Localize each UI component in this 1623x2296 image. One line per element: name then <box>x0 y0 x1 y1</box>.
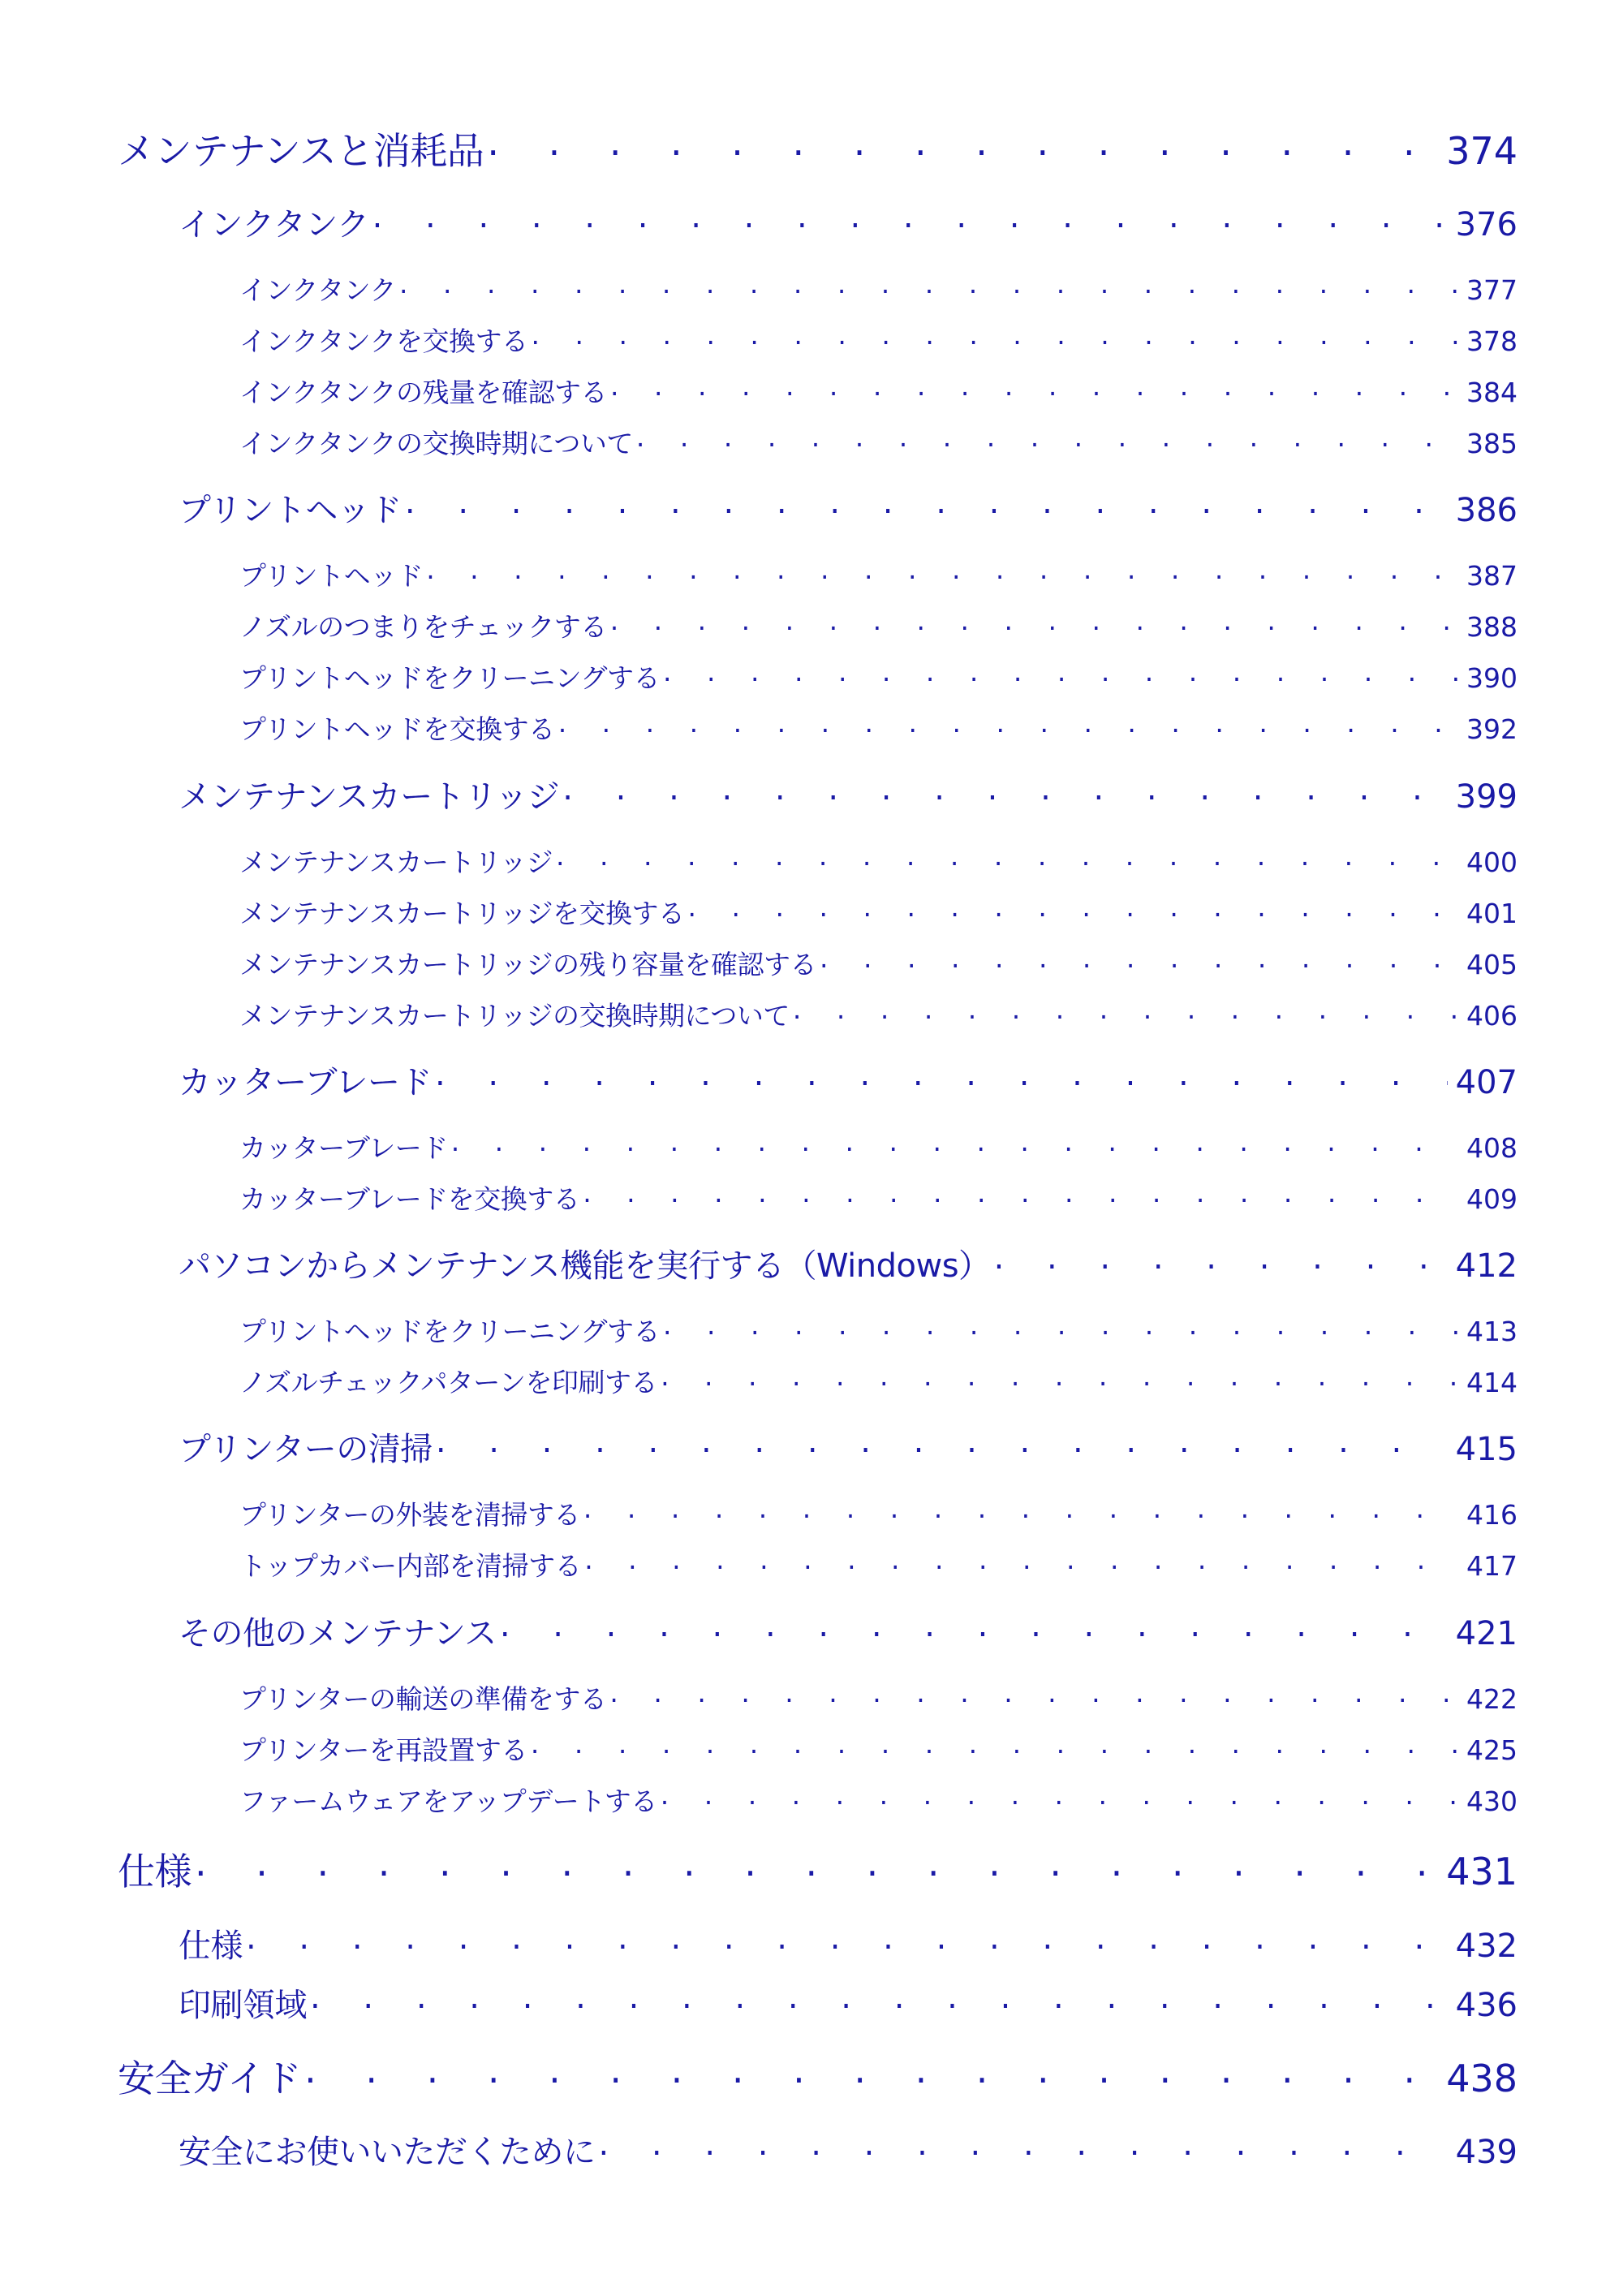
toc-entry[interactable] <box>179 2126 1518 2173</box>
dot-leader <box>531 1733 1458 1760</box>
toc-entry-page: 387 <box>1466 560 1518 592</box>
dot-leader <box>609 1682 1458 1708</box>
toc-entry-page: 377 <box>1466 274 1518 306</box>
dot-leader <box>583 1497 1458 1524</box>
toc-entry-title: ノズルチェックパターンを印刷する <box>239 1367 658 1398</box>
toc-entry-page: 416 <box>1466 1499 1518 1531</box>
dot-leader <box>487 127 1438 164</box>
dot-leader <box>435 1061 1448 1093</box>
toc-entry[interactable] <box>179 485 1518 531</box>
toc-entry[interactable] <box>239 893 1518 931</box>
toc-entry[interactable] <box>179 1920 1518 1966</box>
toc-entry-title: その他のメンテナンス <box>179 1615 497 1652</box>
dot-leader <box>584 1549 1458 1575</box>
toc-entry-page: 378 <box>1466 325 1518 357</box>
toc-entry-title: メンテナンスカートリッジを交換する <box>239 898 685 929</box>
toc-entry-page: 425 <box>1466 1734 1518 1766</box>
toc-entry-title: メンテナンスカートリッジの残り容量を確認する <box>239 949 817 980</box>
toc-entry-page: 401 <box>1466 898 1518 929</box>
dot-leader <box>532 324 1458 351</box>
dot-leader <box>583 1182 1458 1208</box>
toc-entry-page: 388 <box>1466 611 1518 643</box>
toc-entry-title: インクタンク <box>239 274 397 306</box>
toc-entry[interactable] <box>179 1608 1518 1654</box>
toc-entry[interactable] <box>239 372 1518 410</box>
toc-entry-page: 417 <box>1466 1550 1518 1582</box>
toc-entry[interactable] <box>239 555 1518 593</box>
toc-entry-title: カッターブレードを交換する <box>239 1183 580 1215</box>
toc-entry[interactable] <box>239 842 1518 880</box>
dot-leader <box>436 1428 1448 1460</box>
toc-entry-page: 432 <box>1455 1928 1518 1965</box>
toc-entry-title: 仕様 <box>118 1850 192 1893</box>
toc-entry-title: インクタンクの交換時期について <box>239 428 633 459</box>
toc-entry-title: インクタンクの残量を確認する <box>239 377 608 408</box>
toc-entry-page: 412 <box>1455 1247 1518 1285</box>
toc-entry[interactable] <box>239 995 1518 1033</box>
toc-entry[interactable] <box>239 1781 1518 1819</box>
toc-entry-page: 405 <box>1466 949 1518 980</box>
toc-entry-page: 407 <box>1455 1064 1518 1101</box>
dot-leader <box>610 610 1458 636</box>
toc-entry-title: ファームウェアをアップデートする <box>239 1786 657 1817</box>
toc-entry[interactable] <box>179 771 1518 817</box>
toc-entry[interactable] <box>239 944 1518 982</box>
toc-entry-title: プリントヘッドをクリーニングする <box>239 662 661 694</box>
toc-entry-page: 438 <box>1446 2057 1518 2100</box>
toc-entry[interactable] <box>239 1362 1518 1400</box>
toc-entry-page: 436 <box>1455 1987 1518 2024</box>
toc-entry[interactable] <box>179 199 1518 245</box>
dot-leader <box>994 1244 1448 1277</box>
toc-entry-title: ノズルのつまりをチェックする <box>239 611 607 643</box>
toc-entry-page: 406 <box>1466 1000 1518 1032</box>
toc-entry[interactable] <box>179 1424 1518 1470</box>
toc-entry-title: 安全ガイド <box>118 2057 302 2100</box>
toc-entry-title: メンテナンスカートリッジ <box>239 846 553 878</box>
toc-entry-title: 仕様 <box>179 1928 243 1965</box>
toc-entry[interactable] <box>239 1678 1518 1717</box>
dot-leader <box>399 273 1458 299</box>
toc-entry-title: トップカバー内部を清掃する <box>239 1550 582 1582</box>
toc-entry-page: 385 <box>1466 428 1518 459</box>
dot-leader <box>500 1612 1448 1644</box>
toc-entry-page: 422 <box>1466 1683 1518 1715</box>
toc-entry-title: 安全にお使いいただくために <box>179 2134 596 2171</box>
toc-entry[interactable] <box>118 1842 1518 1896</box>
toc-entry-title: インクタンク <box>179 206 369 243</box>
dot-leader <box>558 712 1458 739</box>
toc-entry[interactable] <box>239 709 1518 747</box>
toc-entry[interactable] <box>239 1127 1518 1165</box>
toc-entry[interactable] <box>118 122 1518 175</box>
toc-entry-page: 430 <box>1466 1786 1518 1817</box>
toc-entry[interactable] <box>239 321 1518 359</box>
dot-leader <box>636 426 1458 453</box>
toc-entry-title: カッターブレード <box>179 1064 432 1101</box>
toc-entry-page: 390 <box>1466 662 1518 694</box>
dot-leader <box>562 775 1447 808</box>
toc-entry-page: 399 <box>1455 778 1518 816</box>
toc-entry[interactable] <box>239 1545 1518 1583</box>
toc-entry-page: 392 <box>1466 713 1518 745</box>
toc-entry[interactable] <box>179 1979 1518 2026</box>
toc-entry-page: 384 <box>1466 377 1518 408</box>
dot-leader <box>310 1984 1448 2016</box>
toc-entry[interactable] <box>239 1178 1518 1217</box>
toc-entry[interactable] <box>239 606 1518 644</box>
toc-entry-page: 421 <box>1455 1615 1518 1652</box>
dot-leader <box>663 661 1458 687</box>
toc-entry-page: 413 <box>1466 1316 1518 1347</box>
toc-entry-page: 439 <box>1455 2134 1518 2171</box>
dot-leader <box>405 489 1448 521</box>
dot-leader <box>556 845 1458 872</box>
dot-leader <box>661 1365 1458 1392</box>
toc-entry[interactable] <box>179 1240 1518 1286</box>
toc-entry-title: プリンターの輸送の準備をする <box>239 1683 607 1715</box>
dot-leader <box>793 998 1458 1025</box>
toc-entry-title: プリントヘッドを交換する <box>239 713 555 745</box>
toc-entry-title: プリンターの清掃 <box>179 1431 433 1468</box>
toc-entry-title: パソコンからメンテナンス機能を実行する（Windows） <box>179 1247 991 1285</box>
dot-leader <box>304 2054 1438 2091</box>
toc-entry[interactable] <box>239 423 1518 461</box>
dot-leader <box>426 558 1458 585</box>
toc-entry-page: 376 <box>1455 206 1518 243</box>
toc-entry[interactable] <box>239 1494 1518 1532</box>
toc-entry-title: インクタンクを交換する <box>239 325 528 357</box>
toc-entry-title: プリンターの外装を清掃する <box>239 1499 580 1531</box>
dot-leader <box>610 375 1458 402</box>
dot-leader <box>820 947 1458 974</box>
toc-entry-title: カッターブレード <box>239 1132 448 1164</box>
toc-entry-title: プリントヘッドをクリーニングする <box>239 1316 661 1347</box>
toc-entry-page: 386 <box>1455 492 1518 529</box>
toc-entry-title: プリントヘッド <box>239 560 424 592</box>
toc-entry-page: 414 <box>1466 1367 1518 1398</box>
dot-leader <box>599 2130 1448 2163</box>
toc-entry[interactable] <box>239 657 1518 696</box>
toc-entry-page: 409 <box>1466 1183 1518 1215</box>
toc-entry-page: 374 <box>1446 129 1518 173</box>
toc-entry-page: 408 <box>1466 1132 1518 1164</box>
toc-entry-page: 400 <box>1466 846 1518 878</box>
dot-leader <box>451 1131 1458 1157</box>
toc-entry-title: プリンターを再設置する <box>239 1734 527 1766</box>
toc-entry[interactable] <box>118 2049 1518 2103</box>
toc-entry-title: プリントヘッド <box>179 492 402 529</box>
dot-leader <box>661 1784 1458 1811</box>
toc-entry-title: メンテナンスカートリッジ <box>179 778 560 816</box>
dot-leader <box>372 203 1448 235</box>
dot-leader <box>195 1847 1438 1885</box>
toc-entry[interactable] <box>239 1730 1518 1768</box>
toc-entry-title: 印刷領域 <box>179 1987 307 2024</box>
dot-leader <box>246 1924 1448 1957</box>
toc-entry-page: 431 <box>1446 1850 1518 1893</box>
toc-entry[interactable] <box>239 269 1518 308</box>
toc-entry[interactable] <box>239 1311 1518 1349</box>
toc-entry[interactable] <box>179 1057 1518 1103</box>
dot-leader <box>663 1314 1458 1341</box>
toc-entry-page: 415 <box>1455 1431 1518 1468</box>
dot-leader <box>688 896 1458 923</box>
toc-entry-title: メンテナンスカートリッジの交換時期について <box>239 1000 790 1032</box>
toc-entry-title: メンテナンスと消耗品 <box>118 129 484 173</box>
